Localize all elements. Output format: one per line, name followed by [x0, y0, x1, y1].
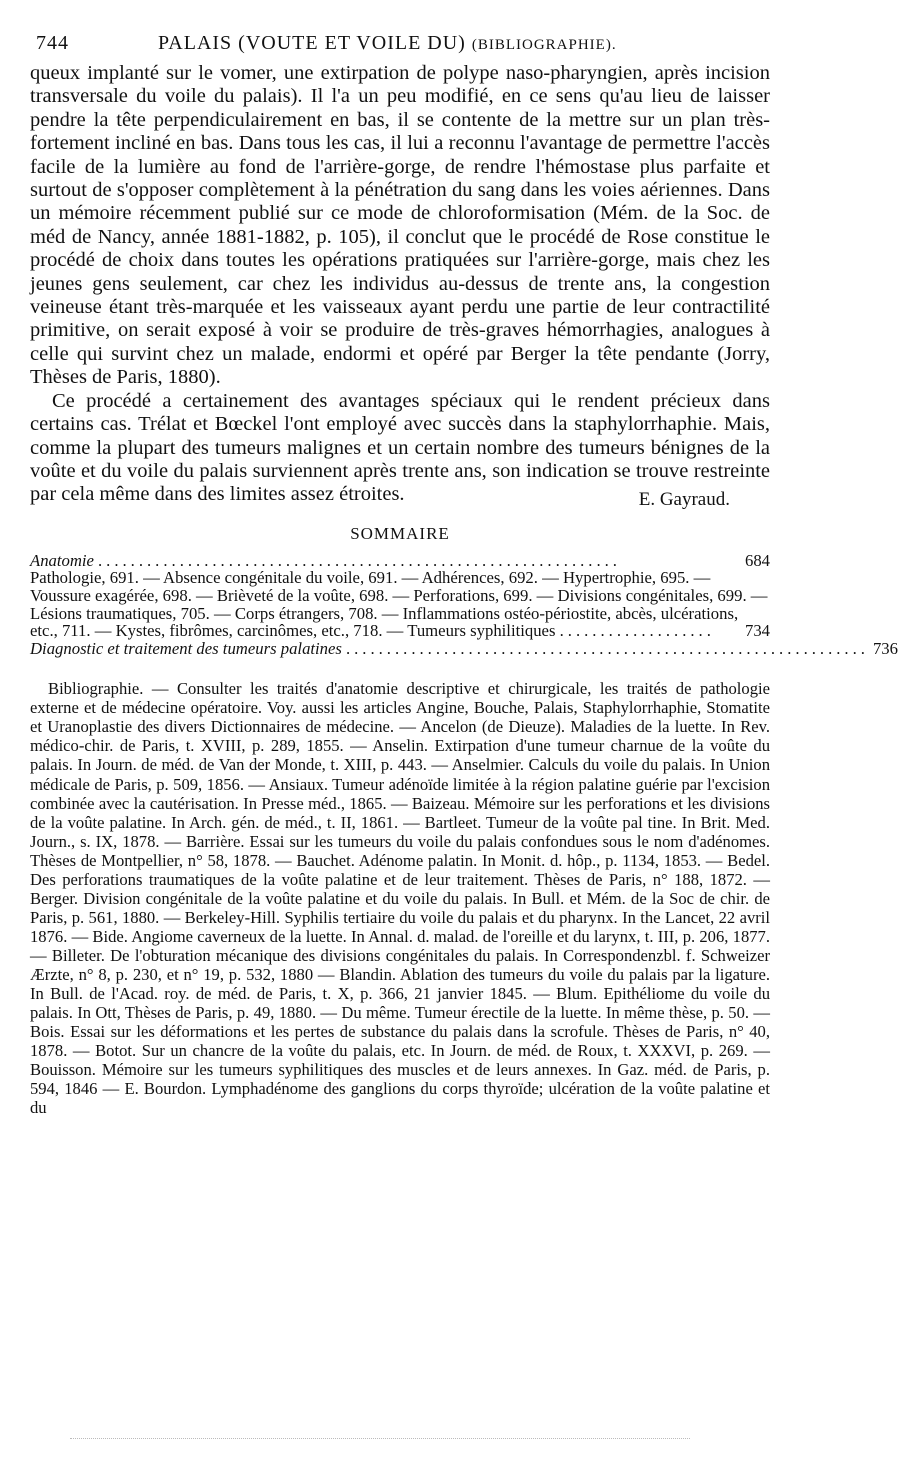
toc-page: 684 — [744, 550, 770, 570]
header-title: PALAIS (VOUTE ET VOILE DU) — [158, 32, 466, 54]
author-signature: E. Gayraud. — [638, 488, 730, 510]
toc-label: Anatomie — [30, 550, 94, 570]
toc-entry-pathologie — [30, 569, 770, 639]
toc-leader: ................................................................ — [345, 638, 869, 658]
toc-page: 736 — [872, 638, 898, 658]
toc-entry-anatomie — [30, 552, 770, 570]
bibliography: Bibliographie. — Consulter les traités d'anatomie descriptive et chirurgicale, les traités de pathologie externe et de médecine opératoire. Voy. aussi les articles Angine, Bouche, Palais, Staphylorrhaphie, Stomatite et Uranoplastie des divers Dictionnaires de médecine. — Ancelon (de Dieuze). Maladies de la luette. In Rev. médico-chir. de Paris, t. XVIII, p. 289, 1855. — Anselin. Extirpation d'une tumeur charnue de la voûte du palais. In Journ. de méd. de Van der Monde, t. XIII, p. 443. — Anselmier. Calculs du voile du palais. In Union médicale de Paris, p. 509, 1856. — Ansiaux. Tumeur adénoïde limitée à la région palatine guérie par l'excision combinée avec la cautérisation. In Presse méd., 1865. — Baizeau. Mémoire sur les perforations et les divisions de la voûte palatine. In Arch. gén. de méd., t. II, 1861. — Bartleet. Tumeur de la voûte pal tine. In Brit. Med. Journ., s. IX, 1878. — Barrière. Essai sur les tumeurs du voile du palais confondues sous le nom d'adénomes. Thèses de Montpellier, n° 58, 1878. — Bauchet. Adénome palatin. In Monit. d. hôp., p. 1134, 1853. — Bedel. Des perforations traumatiques de la voûte palatine et de leur traitement. Thèses de Paris, n° 188, 1872. — Berger. Division congénitale de la voûte palatine et du voile du palais. In Bull. et Mém. de la Soc de chir. de Paris, p. 561, 1880. — Berkeley-Hill. Syphilis tertiaire du voile du palais et du pharynx. In the Lancet, 22 avril 1876. — Bide. Angiome caverneux de la luette. In Annal. d. malad. de l'oreille et du larynx, t. III, p. 206, 1877. — Billeter. De l'obturation mécanique des divisions congénitales du palais. In Correspondenzbl. f. Schweizer Ærzte, n° 8, p. 230, et n° 19, p. 532, 1880 — Blandin. Ablation des tumeurs du voile du palais par la ligature. In Bull. de l'Acad. roy. de méd. de Paris, t. X, p. 366, 21 janvier 1845. — Blum. Epithéliome du voile du palais. In Ott, Thèses de Paris, p. 49, 1880. — Du même. Tumeur érectile de la luette. In même thèse, p. 50. — Bois. Essai sur les déformations et les pertes de substance du palais dans la scrofule. Thèses de Paris, n° 40, 1878. — Botot. Sur un chancre de la voûte du palais, etc. In Journ. de méd. de Roux, t. XXXVI, p. 269. — Bouisson. Mémoire sur les tumeurs syphilitiques des muscles et de leurs annexes. In Gaz. méd. de Paris, p. 594, 1846 — E. Bourdon. Lymphadénome des ganglions du corps thyroïde; ulcération de la voûte palatine et du — [30, 679, 770, 1118]
toc-text: Pathologie, 691. — Absence congénitale du voile, 691. — Adhérences, 692. — Hypertrophie, 695. — Voussure exagérée, 698. — Brièveté de la voûte, 698. — Perforations, 699. — Divisions congénitales, 699. — Lésions traumatiques, 705. — Corps étrangers, 708. — Inflammations ostéo-périostite, abcès, ulcérations, etc., 711. — Kystes, fibrômes, carcinômes, etc., 718. — Tumeurs syphilitiques — [30, 568, 768, 641]
running-title — [158, 32, 617, 55]
sommaire-title: SOMMAIRE — [350, 523, 450, 543]
running-header — [30, 28, 770, 62]
page-number: 744 — [36, 32, 69, 54]
toc-label: Diagnostic et traitement des tumeurs palatines — [30, 638, 342, 658]
toc-leader: ................................................................ — [97, 550, 621, 570]
table-of-contents — [30, 550, 898, 658]
body-paragraph: queux implanté sur le vomer, une extirpation de polype naso-pharyngien, après incision transversale du voile du palais). Il l'a un peu modifié, en ce sens qu'au lieu de laisser pendre la tête perpendiculairement en bas, il se contente de la mettre sur un plan très-fortement incliné en bas. Dans tous les cas, il lui a reconnu l'avantage de permettre l'accès facile de la lumière au fond de l'arrière-gorge, de rendre l'hémostase plus parfaite et surtout de s'opposer complètement à la pénétration du sang dans les voies aériennes. Dans un mémoire récemment publié sur ce mode de chloroformisation (Mém. de la Soc. de méd de Nancy, année 1881-1882, p. 105), il conclut que le procédé de Rose constitue le procédé de choix dans toutes les opérations pratiquées sur l'arrière-gorge, mais chez les jeunes gens seulement, car chez les individus au-dessus de trente ans, la congestion veineuse étant très-marquée et les vaisseaux ayant perdu une partie de leur contractilité primitive, on serait exposé à voir se produire de très-graves hémorrhagies, analogues à celle qui survint chez un malade, endormi et opéré par Berger la tête pendante (Jorry, Thèses de Paris, 1880). — [30, 62, 770, 389]
toc-page: 734 — [744, 621, 770, 641]
toc-entry-diagnostic — [30, 638, 898, 658]
toc-leader: ................... — [559, 621, 715, 641]
body-text — [30, 62, 770, 510]
page-footer-rule — [70, 1438, 690, 1439]
header-section: (BIBLIOGRAPHIE). — [471, 37, 617, 53]
document-page — [30, 28, 898, 1118]
body-paragraph: Ce procédé a certainement des avantages spéciaux qui le rendent précieux dans certains cas. Trélat et Bœckel l'ont employé avec succès dans la staphylorrhaphie. Mais, comme la plupart des tumeurs malignes et un certain nombre des tumeurs bénignes de la voûte et du voile du palais surviennent après trente ans, son indication se trouve restreinte par cela même dans des limites assez étroites. — [30, 389, 770, 506]
